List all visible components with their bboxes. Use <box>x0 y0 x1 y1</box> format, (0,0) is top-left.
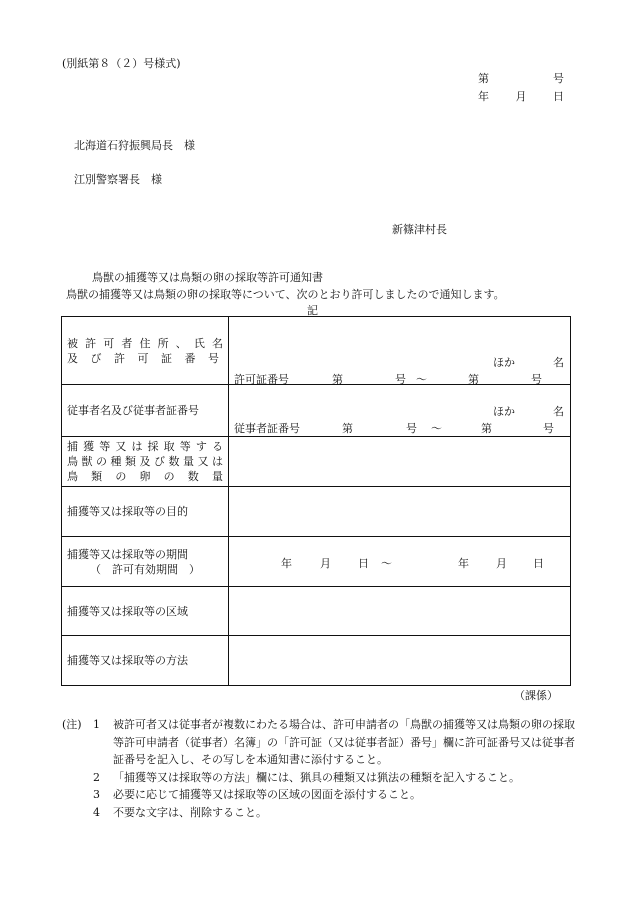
period-end-month: 月 <box>496 557 507 570</box>
row3-label-line3: 鳥 類 の 卵 の 数 量 <box>67 470 223 483</box>
row1-others-unit: 名 <box>553 356 564 369</box>
permit-range-sep: ～ <box>416 373 427 386</box>
notes-section <box>62 716 583 821</box>
row3-value-cell[interactable] <box>229 437 571 487</box>
document-number-line <box>478 70 564 86</box>
table-row <box>62 487 571 537</box>
permit-from-prefix: 第 <box>332 373 343 386</box>
permit-to-prefix: 第 <box>468 373 479 386</box>
row2-label: 従事者名及び従事者証番号 <box>67 404 199 417</box>
row2-value-cell[interactable] <box>229 385 571 437</box>
period-start-month: 月 <box>320 557 331 570</box>
cert-to-prefix: 第 <box>481 422 492 435</box>
row7-label: 捕獲等又は採取等の方法 <box>67 654 188 667</box>
row4-value-cell[interactable] <box>229 487 571 537</box>
document-title: 鳥獣の捕獲等又は鳥類の卵の採取等許可通知書 <box>92 271 323 284</box>
row7-label-cell <box>62 636 229 686</box>
row1-value-cell[interactable] <box>229 317 571 385</box>
ki-label: 記 <box>307 304 318 317</box>
row1-others-label: ほか <box>493 356 515 369</box>
note-number: 4 <box>93 805 100 819</box>
row6-value-cell[interactable] <box>229 587 571 636</box>
form-number: (別紙第８（２）号様式) <box>62 57 181 70</box>
date-year: 年 <box>478 90 489 103</box>
note-number: 1 <box>93 718 100 731</box>
intro-text: 鳥獣の捕獲等又は鳥類の卵の採取等について、次のとおり許可しましたので通知します。 <box>66 288 505 301</box>
note-item <box>62 804 583 822</box>
cert-from-suffix: 号 <box>406 422 417 435</box>
cert-to-suffix: 号 <box>543 422 554 435</box>
cert-from-prefix: 第 <box>342 422 353 435</box>
note-item <box>62 769 583 787</box>
date-month: 月 <box>515 90 527 103</box>
note-number: 3 <box>93 788 100 801</box>
permit-to-suffix: 号 <box>531 373 542 386</box>
document-date-line <box>478 88 564 104</box>
row5-value-cell[interactable] <box>229 537 571 587</box>
row2-others-label: ほか <box>493 405 515 418</box>
row6-label-cell <box>62 587 229 636</box>
period-start-year: 年 <box>281 557 292 570</box>
permit-table <box>61 316 571 686</box>
permit-number-label: 許可証番号 <box>234 373 289 386</box>
date-day: 日 <box>553 90 564 103</box>
table-row <box>62 317 571 385</box>
row3-label-line2: 鳥 獣 の 種 類 及 び 数 量 又 は <box>67 455 223 468</box>
note-text: 「捕獲等又は採取等の方法」欄には、猟具の種類又は猟法の種類を記入すること。 <box>113 770 520 784</box>
note-text: 必要に応じて捕獲等又は採取等の区域の図面を添付すること。 <box>113 788 421 801</box>
sender: 新篠津村長 <box>392 223 447 236</box>
note-item <box>62 786 583 804</box>
table-row <box>62 385 571 437</box>
row5-label-cell <box>62 537 229 587</box>
note-text: 不要な文字は、削除すること。 <box>113 805 267 819</box>
row1-label-cell <box>62 317 229 385</box>
number-suffix: 号 <box>553 72 564 85</box>
table-row <box>62 437 571 487</box>
table-row <box>62 636 571 686</box>
cert-range-sep: ～ <box>431 422 442 435</box>
row1-label-line1: 被 許 可 者 住 所 、 氏 名 <box>67 336 223 350</box>
period-range-sep: ～ <box>381 557 392 570</box>
row5-label-line2: （ 許可有効期間 ） <box>90 562 200 576</box>
row5-label-line1: 捕獲等又は採取等の期間 <box>67 547 188 561</box>
note-item <box>62 716 583 769</box>
period-end-day: 日 <box>533 557 544 570</box>
cert-number-label: 従事者証番号 <box>234 422 300 435</box>
row6-label: 捕獲等又は採取等の区域 <box>67 604 188 618</box>
number-prefix: 第 <box>478 72 489 85</box>
row3-label-line1: 捕 獲 等 又 は 採 取 等 す る <box>67 440 223 453</box>
table-row <box>62 537 571 587</box>
row1-label-line2: 及 び 許 可 証 番 号 <box>67 351 219 365</box>
period-start-day: 日 <box>358 557 369 570</box>
period-end-year: 年 <box>458 557 469 570</box>
table-row <box>62 587 571 636</box>
note-text: 被許可者又は従事者が複数にわたる場合は、許可申請者の「鳥獣の捕獲等又は鳥類の卵の採取等許可申請者（従事者）名簿」の「許可証（又は従事者証）番号」欄に許可証番号又は従事者証番号を記入し、その写しを本通知書に添付すること。 <box>113 718 575 766</box>
row4-label-cell <box>62 487 229 537</box>
permit-from-suffix: 号 <box>395 373 406 386</box>
note-number: 2 <box>93 770 100 784</box>
row4-label: 捕獲等又は採取等の目的 <box>67 505 188 518</box>
notes-head: (注) <box>62 718 82 731</box>
row7-value-cell[interactable] <box>229 636 571 686</box>
addressee-1: 北海道石狩振興局長 様 <box>74 139 195 152</box>
addressee-2: 江別警察署長 様 <box>74 173 162 186</box>
row2-others-unit: 名 <box>553 405 564 418</box>
row2-label-cell <box>62 385 229 437</box>
department-label: （課係） <box>514 689 558 702</box>
row3-label-cell <box>62 437 229 487</box>
